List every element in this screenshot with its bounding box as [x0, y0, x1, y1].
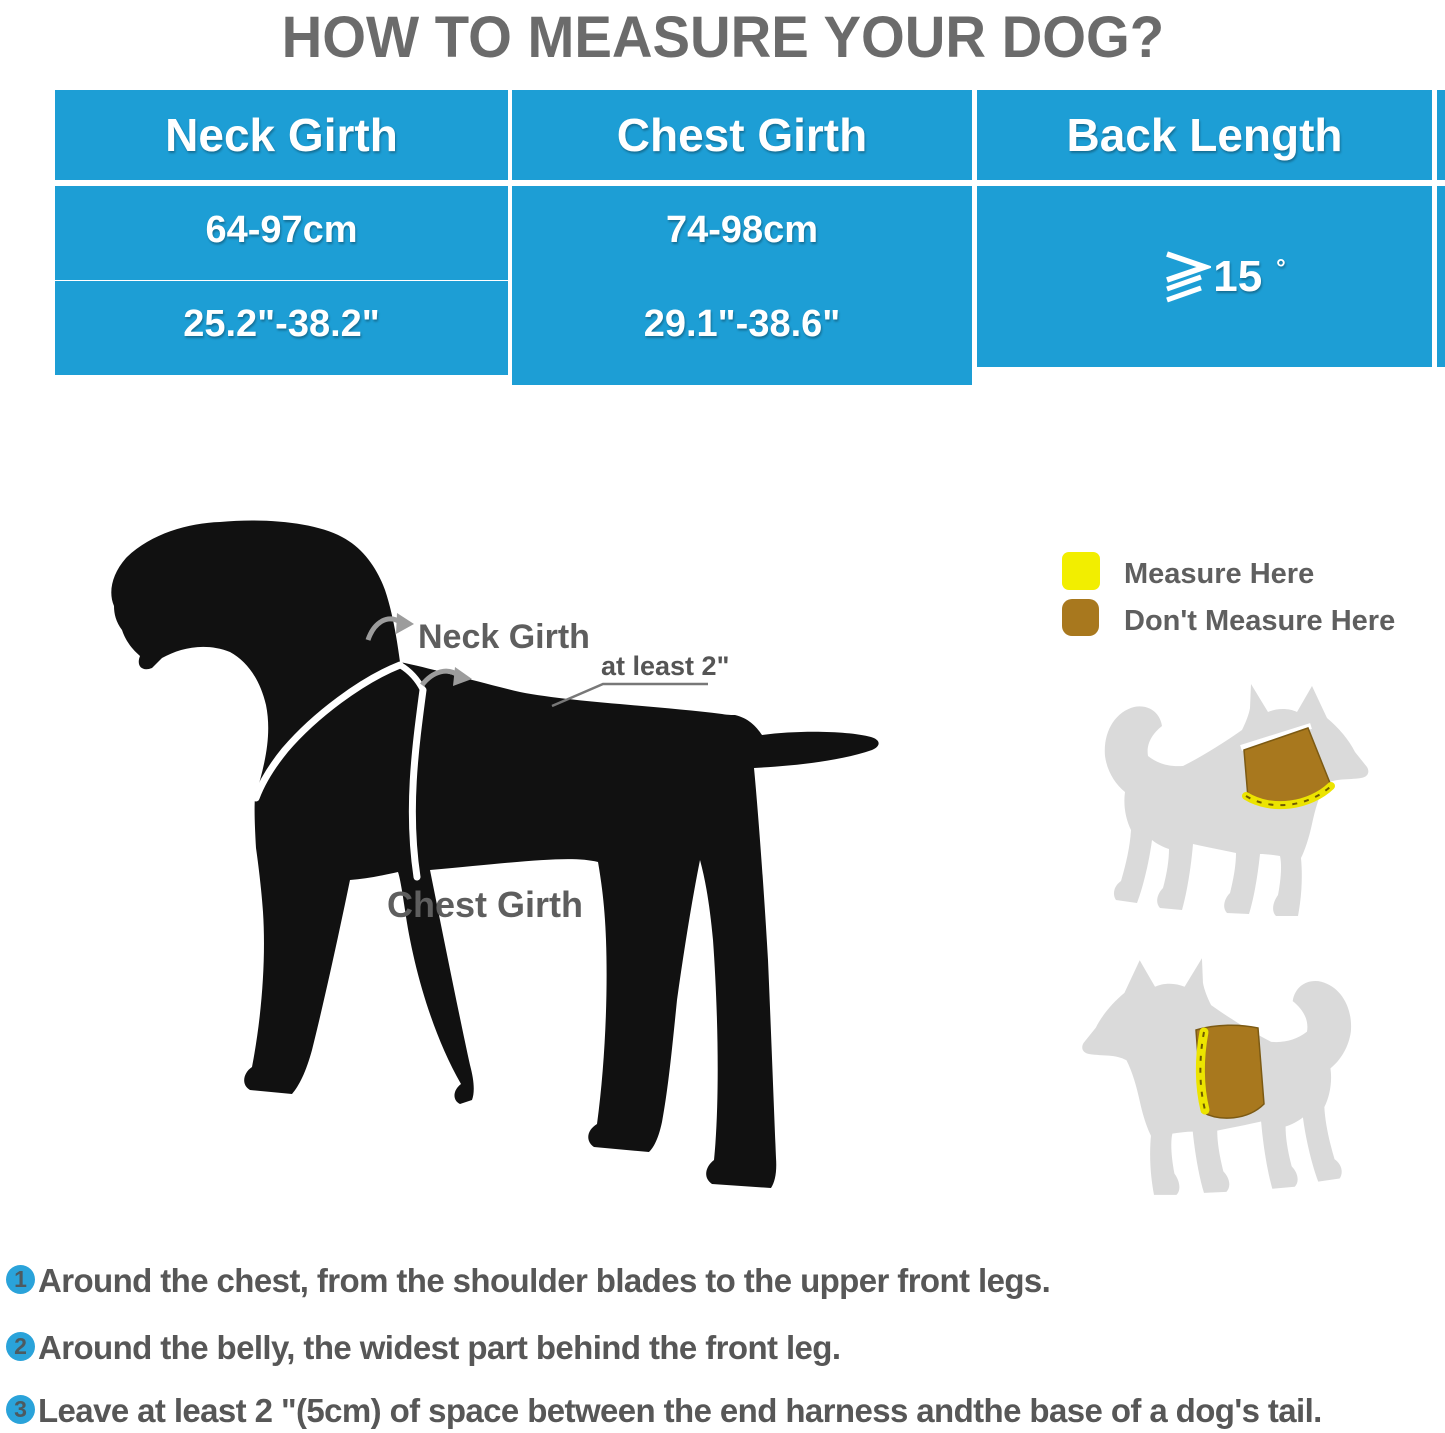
instruction-row: [6, 1262, 1050, 1300]
back-length-unit: °: [1276, 254, 1286, 282]
table-cell-neck-cm: 64-97cm: [55, 186, 508, 280]
table-header-chest-girth: Chest Girth: [512, 90, 972, 180]
geq-icon: [1163, 251, 1211, 303]
instruction-row: [6, 1392, 1322, 1430]
table-cell-chest-cm: 74-98cm: [512, 186, 972, 290]
neck-girth-label: Neck Girth: [418, 618, 590, 656]
table-cell-chest-in: 29.1"-38.6": [512, 281, 972, 385]
table-cell-back-length: [977, 186, 1432, 367]
table-edge-sliver: [1437, 186, 1445, 367]
instruction-text: Around the chest, from the shoulder blades to the upper front legs.: [38, 1262, 1051, 1299]
instruction-number-badge: 1: [6, 1265, 35, 1294]
instruction-row: [6, 1329, 840, 1367]
page-title: HOW TO MEASURE YOUR DOG?: [281, 5, 1164, 70]
table-header-back-length: Back Length: [977, 90, 1432, 180]
legend-dont-measure-label: Don't Measure Here: [1124, 605, 1396, 637]
instruction-text: Around the belly, the widest part behind the front leg.: [38, 1329, 841, 1366]
table-cell-neck-in: 25.2"-38.2": [55, 281, 508, 375]
instruction-text: Leave at least 2 "(5cm) of space between the end harness andthe base of a dog's tail.: [38, 1392, 1322, 1429]
instruction-number-badge: 3: [6, 1395, 35, 1424]
legend-measure-swatch: [1062, 552, 1100, 590]
legend-dont-measure-swatch: [1062, 599, 1099, 636]
dog-example-belly-band: [1078, 942, 1360, 1208]
table-edge-sliver: [1437, 90, 1445, 180]
size-table: [55, 90, 1445, 367]
instruction-number-badge: 2: [6, 1332, 35, 1361]
back-length-value: 15: [1213, 251, 1263, 301]
legend-measure-label: Measure Here: [1124, 558, 1315, 590]
table-header-neck-girth: Neck Girth: [55, 90, 508, 180]
dog-example-neck-band: [1098, 672, 1374, 928]
chest-girth-label: Chest Girth: [387, 884, 584, 925]
clearance-note-label: at least 2": [601, 651, 730, 681]
